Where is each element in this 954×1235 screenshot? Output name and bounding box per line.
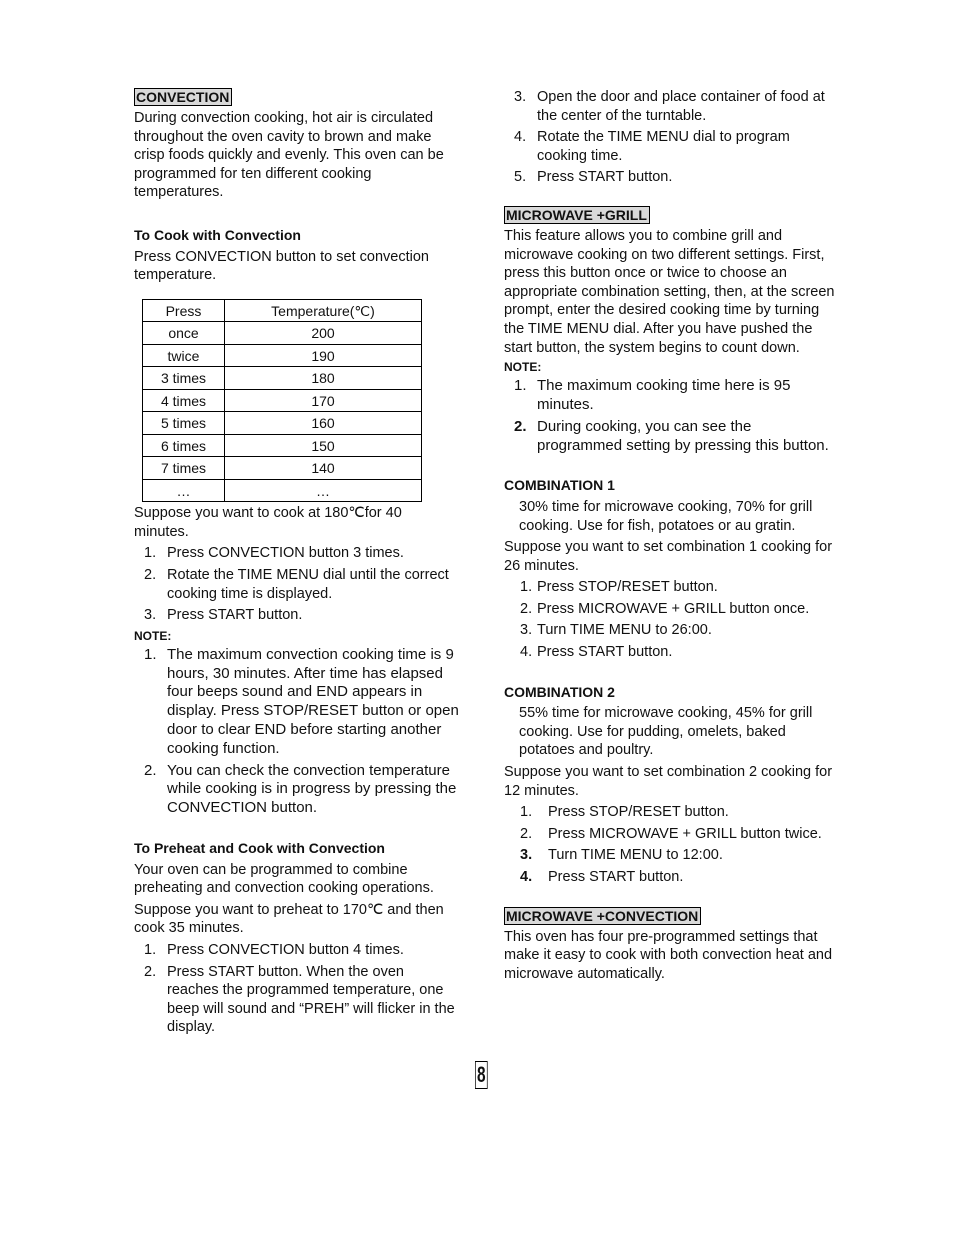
step-number: 3. [520,847,533,864]
step-text: Turn TIME MENU to 26:00. [537,622,712,639]
left-column [134,88,459,1040]
combination-2-description: 55% time for microwave cooking, 45% for grill cooking. Use for pudding, omelets, baked potatoes and poultry. [519,705,813,759]
list-item [504,643,839,662]
step-number: 2. [520,600,533,617]
note-label: NOTE: [504,360,542,375]
step-number: 1. [144,545,157,562]
step-number: 3. [520,622,533,639]
table-row [143,389,422,412]
convection-intro: During convection cooking, hot air is circulated throughout the oven cavity to brown and make crisp foods quickly and evenly. This oven can be programmed for ten different cooking temperatures. [134,110,444,201]
step-number: 4. [520,644,533,661]
microwave-grill-heading: MICROWAVE +GRILL [504,206,650,224]
step-number: 4. [520,869,533,885]
table-row [143,479,422,502]
table-cell-press: twice [143,344,225,367]
list-item [134,762,459,818]
preheat-heading: To Preheat and Cook with Convection [134,839,385,856]
table-cell-press: 7 times [143,457,225,480]
page-number: 8 [475,1061,488,1089]
step-number: 1. [144,941,157,958]
table-cell-temperature: 150 [225,434,422,457]
step-text: Press START button. [548,869,684,885]
step-number: 3. [144,607,157,624]
table-cell-press: once [143,322,225,345]
step-text: Press START button. When the oven reaches the programmed temperature, one beep will sound and “PREH” will flicker in the display. [167,963,455,1036]
step-number: 4. [514,129,527,146]
list-item [134,963,459,1037]
list-item [504,803,839,822]
combination-2-example: Suppose you want to set combination 2 cooking for 12 minutes. [504,764,833,799]
cook-convection-intro: Press CONVECTION button to set convection temperature. [134,248,429,284]
list-item [504,578,839,597]
table-cell-temperature: 140 [225,457,422,480]
convection-notes [134,646,459,818]
table-cell-temperature: 190 [225,344,422,367]
table-cell-press: 4 times [143,389,225,412]
step-number: 2. [144,963,157,980]
list-item [504,825,839,844]
table-cell-press: … [143,479,225,502]
list-item [504,168,839,187]
list-item [134,646,459,759]
note-text: You can check the convection temperature while cooking is in progress by pressing the CONVECTION button. [167,761,457,817]
table-cell-temperature: 160 [225,412,422,435]
table-cell-temperature: 200 [225,322,422,345]
combination-1-example: Suppose you want to set combination 1 cooking for 26 minutes. [504,539,833,574]
step-text: Press START button. [167,607,303,624]
convection-steps-continued [504,88,839,187]
microwave-convection-intro: This oven has four pre-programmed settings that make it easy to cook with both convection heat and microwave automatically. [504,928,833,982]
note-text: The maximum convection cooking time is 9 hours, 30 minutes. After time has elapsed four beeps sound and END appears in display. Press STOP/RESET button or open door to clear END before starting another cooking function. [167,645,459,757]
step-number: 5. [514,169,527,186]
list-item [504,128,839,165]
table-header-row [143,299,422,322]
step-number: 1. [520,579,533,596]
list-item [504,88,839,125]
note-number: 1. [144,645,157,663]
table-header-temperature: Temperature(℃) [225,299,422,322]
table-row [143,344,422,367]
step-text: Press MICROWAVE + GRILL button twice. [548,825,822,842]
step-text: Press STOP/RESET button. [537,579,718,596]
list-item [134,941,459,960]
step-text: Open the door and place container of food at the center of the turntable. [537,89,825,124]
combination-2-heading: COMBINATION 2 [504,683,615,700]
preheat-example: Suppose you want to preheat to 170℃ and then cook 35 minutes. [134,901,444,937]
table-row [143,367,422,390]
preheat-intro: Your oven can be programmed to combine preheating and convection cooking operations. [134,861,434,897]
grill-notes [504,377,839,455]
step-text: Press CONVECTION button 4 times. [167,941,404,958]
combination-1-heading: COMBINATION 1 [504,477,615,494]
note-label: NOTE: [134,628,172,643]
step-number: 3. [514,89,527,105]
step-number: 2. [144,567,157,584]
table-cell-press: 5 times [143,412,225,435]
step-text: Press STOP/RESET button. [548,804,729,821]
microwave-grill-intro: This feature allows you to combine grill and microwave cooking on two different settings. First, press this button once or twice to choose an appropriate combination setting, then, at the screen prompt, enter the desired cooking time by turning the TIME MENU dial. After you have pushed the start button, the system begins to count down. [504,227,835,356]
step-number: 2. [520,825,533,842]
list-item [134,606,459,625]
list-item [504,846,839,865]
convection-example: Suppose you want to cook at 180℃for 40 minutes. [134,505,402,540]
note-number: 2. [514,417,527,435]
list-item [504,600,839,619]
table-cell-temperature: … [225,479,422,502]
temperature-table [142,299,422,503]
note-text: During cooking, you can see the programmed setting by pressing this button. [537,417,829,454]
table-row [143,434,422,457]
table-cell-temperature: 180 [225,367,422,390]
list-item [504,621,839,640]
list-item [504,418,839,456]
convection-steps [134,544,459,624]
convection-heading: CONVECTION [134,88,232,106]
table-row [143,322,422,345]
table-cell-press: 6 times [143,434,225,457]
step-text: Press START button. [537,644,673,661]
table-header-press: Press [143,299,225,322]
right-column [504,88,839,983]
list-item [134,544,459,563]
step-number: 1. [520,804,533,821]
note-number: 1. [514,377,527,395]
step-text: Press CONVECTION button 3 times. [167,545,404,562]
table-row [143,412,422,435]
combination-1-description: 30% time for microwave cooking, 70% for grill cooking. Use for fish, potatoes or au gratin. [519,498,813,534]
table-cell-press: 3 times [143,367,225,390]
step-text: Turn TIME MENU to 12:00. [548,847,723,864]
step-text: Press MICROWAVE + GRILL button once. [537,600,810,617]
list-item [504,868,839,887]
list-item [504,377,839,415]
table-cell-temperature: 170 [225,389,422,412]
cook-convection-heading: To Cook with Convection [134,226,301,243]
note-text: The maximum cooking time here is 95 minutes. [537,377,791,413]
list-item [134,566,459,603]
table-row [143,457,422,480]
microwave-convection-heading: MICROWAVE +CONVECTION [504,907,701,925]
step-text: Rotate the TIME MENU dial to program cooking time. [537,129,790,164]
step-text: Press START button. [537,169,673,186]
combination-2-steps [504,803,839,886]
combination-1-steps [504,578,839,661]
step-text: Rotate the TIME MENU dial until the correct cooking time is displayed. [167,567,449,602]
note-number: 2. [144,761,157,779]
preheat-steps [134,941,459,1037]
